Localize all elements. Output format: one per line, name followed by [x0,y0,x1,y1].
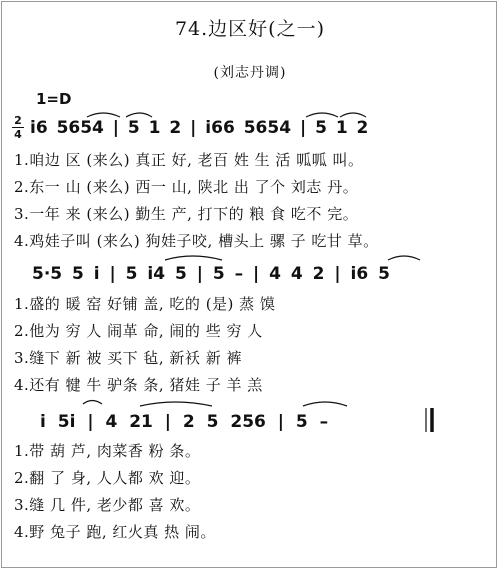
lyric-line-2-1: 1.盛的 暖 窑 好铺 盖, 吃的 (是) 蒸 馍 [14,295,276,313]
song-title: 74.边区好(之一) [174,18,326,40]
time-signature-bottom: 4 [14,128,22,141]
lyric-line-1-2: 2.东一 山 (来么) 西一 山, 陕北 出 了个 刘志 丹。 [14,178,359,196]
lyric-line-3-4: 4.野 兔子 跑, 红火真 热 闹。 [14,523,216,541]
lyric-line-3-1: 1.带 葫 芦, 肉菜香 粉 条。 [14,442,201,460]
song-subtitle: (刘志丹调) [213,65,287,81]
lyric-line-2-2: 2.他为 穷 人 闹革 命, 闹的 些 穷 人 [14,322,263,340]
lyric-line-1-3: 3.一年 来 (来么) 勤生 产, 打下的 粮 食 吃不 完。 [14,205,359,223]
notation-line-1: i6 5654 | 5 1 2 | i66 5654 | 5 1 2 [30,118,369,138]
key-signature: 1=D [36,90,72,108]
lyric-line-2-3: 3.缝下 新 被 买下 毡, 新袄 新 裤 [14,349,242,367]
lyric-line-3-2: 2.翻 了 身, 人人都 欢 迎。 [14,469,201,487]
notation-line-3: i 5i | 4 21 | 2 5 256 | 5 – [40,412,329,432]
slur-marks [83,113,420,406]
final-barline [426,408,432,432]
lyric-line-2-4: 4.还有 犍 牛 驴条 条, 猪娃 子 羊 羔 [14,376,263,394]
notation-line-2: 5·5 5 i | 5 i4 5 | 5 – | 4 4 2 | i6 5 [32,264,390,284]
lyric-line-1-1: 1.咱边 区 (来么) 真正 好, 老百 姓 生 活 呱呱 叫。 [14,151,364,169]
lyric-line-1-4: 4.鸡娃子叫 (来么) 狗娃子咬, 槽头上 骡 子 吃甘 草。 [14,232,379,250]
time-signature-top: 2 [14,114,22,127]
lyric-line-3-3: 3.缝 几 件, 老少都 喜 欢。 [14,496,201,514]
